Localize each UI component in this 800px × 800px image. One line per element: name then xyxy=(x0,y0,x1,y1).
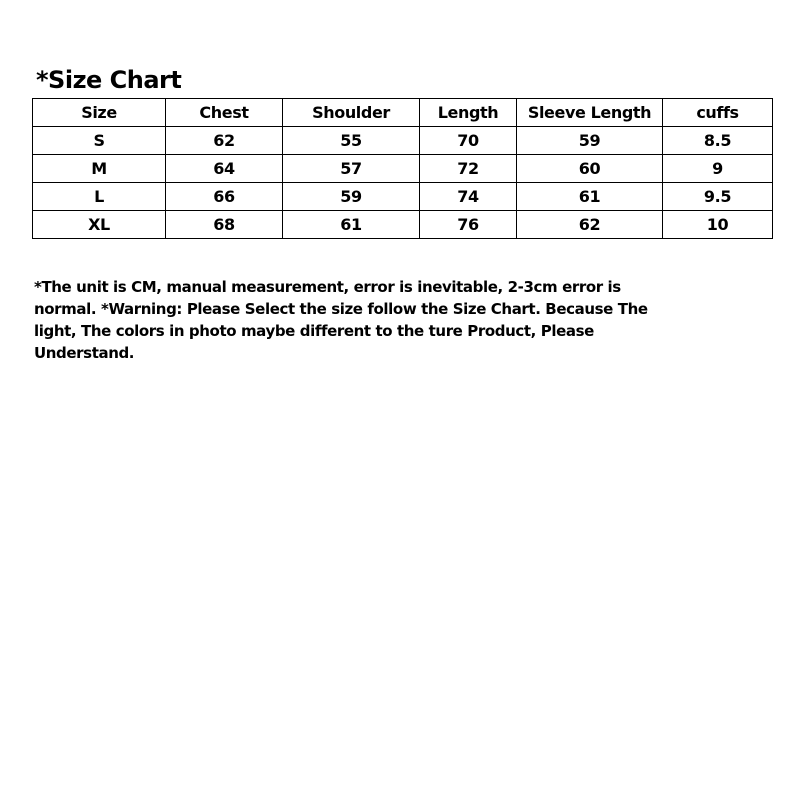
table-cell: S xyxy=(33,127,166,155)
table-cell: 59 xyxy=(283,183,420,211)
table-cell: 57 xyxy=(283,155,420,183)
table-cell: 62 xyxy=(517,211,663,239)
table-cell: XL xyxy=(33,211,166,239)
table-row xyxy=(33,183,773,211)
table-cell: 61 xyxy=(517,183,663,211)
table-cell: 61 xyxy=(283,211,420,239)
table-cell: 55 xyxy=(283,127,420,155)
table-row xyxy=(33,155,773,183)
column-header-size: Size xyxy=(33,99,166,127)
table-cell: 62 xyxy=(166,127,283,155)
column-header-length: Length xyxy=(420,99,517,127)
measurement-note: *The unit is CM, manual measurement, error is inevitable, 2-3cm error is normal. *Warning: Please Select the size follow the Size Chart. Because The light, The colors in photo maybe different to the ture Product, Please Understand. xyxy=(34,278,648,362)
table-cell: 72 xyxy=(420,155,517,183)
table-cell: 8.5 xyxy=(663,127,773,155)
table-cell: 66 xyxy=(166,183,283,211)
column-header-sleeve-length: Sleeve Length xyxy=(517,99,663,127)
table-cell: 64 xyxy=(166,155,283,183)
table-cell: 68 xyxy=(166,211,283,239)
table-cell: 70 xyxy=(420,127,517,155)
table-cell: 9 xyxy=(663,155,773,183)
table-row xyxy=(33,127,773,155)
table-header-row xyxy=(33,99,773,127)
table-cell: 10 xyxy=(663,211,773,239)
table-cell: M xyxy=(33,155,166,183)
table-cell: 76 xyxy=(420,211,517,239)
table-cell: 74 xyxy=(420,183,517,211)
column-header-chest: Chest xyxy=(166,99,283,127)
table-cell: 60 xyxy=(517,155,663,183)
table-cell: 9.5 xyxy=(663,183,773,211)
size-chart-table xyxy=(32,98,773,239)
table-row xyxy=(33,211,773,239)
table-cell: 59 xyxy=(517,127,663,155)
table-cell: L xyxy=(33,183,166,211)
column-header-shoulder: Shoulder xyxy=(283,99,420,127)
column-header-cuffs: cuffs xyxy=(663,99,773,127)
page-title: *Size Chart xyxy=(36,66,182,94)
